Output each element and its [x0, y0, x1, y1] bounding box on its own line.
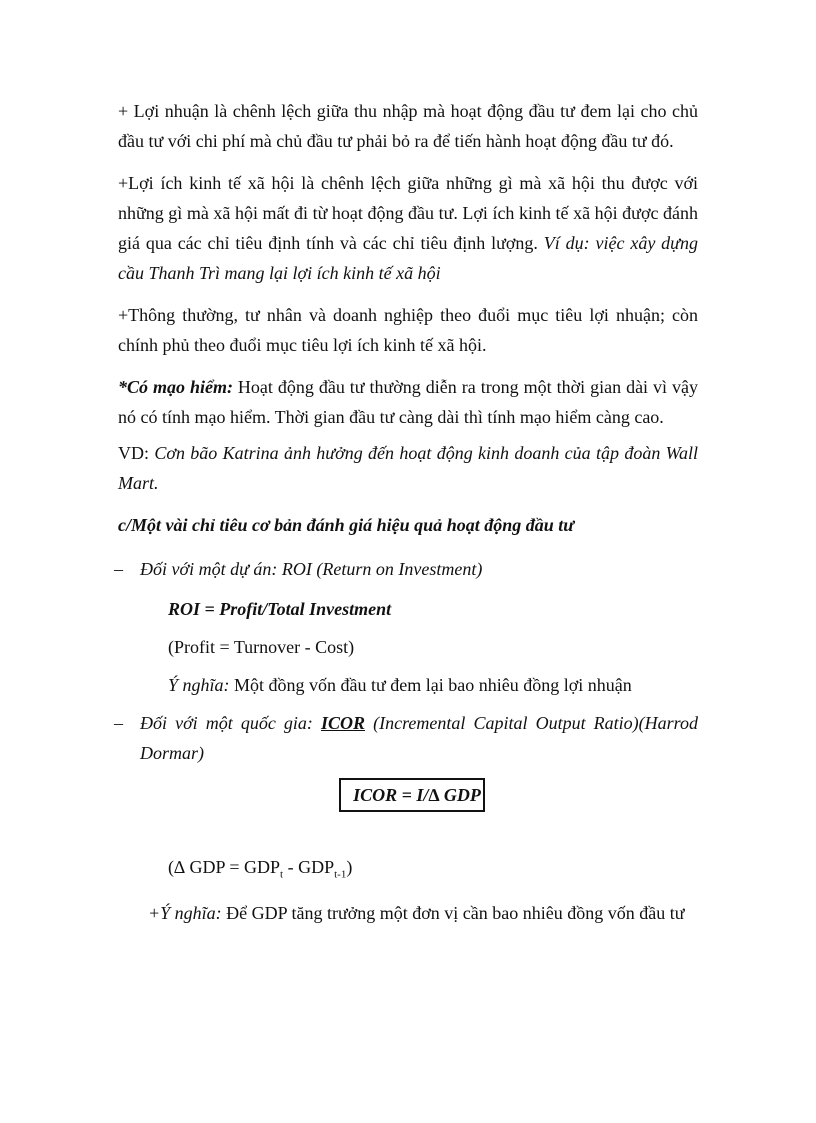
benefit-example: Ví dụ: việc xây dựng cầu Thanh Trì mang lại lợi ích kinh tế xã hội	[118, 233, 698, 283]
list-item-project	[114, 554, 698, 584]
country-prefix: Đối với một quốc gia:	[140, 713, 321, 733]
paragraph-profit: + Lợi nhuận là chênh lệch giữa thu nhập mà hoạt động đầu tư đem lại cho chủ đầu tư với chi phí mà chủ đầu tư phải bỏ ra để tiến hành hoạt động đầu tư đó.	[118, 101, 698, 151]
gdp-subscript-t1: t-1	[334, 868, 347, 881]
icor-meaning-text: Để GDP tăng trưởng một đơn vị cần bao nhiêu đồng vốn đầu tư	[221, 902, 685, 923]
example-label: VD:	[118, 443, 155, 463]
roi-formula: ROI = Profit/Total Investment	[168, 599, 392, 619]
icor-term: ICOR	[321, 713, 366, 733]
paragraph-risk	[118, 372, 698, 432]
list-item-country	[114, 708, 698, 768]
roi-meaning	[118, 670, 698, 700]
icor-formula-box: ICOR = I/∆ GDP	[339, 778, 485, 812]
icor-meaning	[118, 898, 698, 928]
risk-label: *Có mạo hiểm:	[118, 377, 233, 397]
paragraph-socio-economic-benefit	[118, 168, 698, 288]
roi-meaning-text: Một đồng vốn đầu tư đem lại bao nhiêu đồng lợi nhuận	[229, 675, 632, 695]
example-text: Cơn bão Katrina ảnh hưởng đến hoạt động kinh doanh của tập đoàn Wall Mart.	[118, 443, 699, 493]
country-item-text	[140, 708, 698, 768]
risk-text: Hoạt động đầu tư thường diễn ra trong một thời gian dài vì vậy nó có tính mạo hiểm. Thời gian đầu tư càng dài thì tính mạo hiểm càng cao.	[118, 377, 698, 427]
document-page	[114, 96, 699, 928]
project-item-text: Đối với một dự án: ROI (Return on Investment)	[140, 559, 483, 579]
dash-bullet: –	[114, 713, 123, 733]
icor-meaning-label: +Ý nghĩa:	[148, 902, 222, 923]
benefit-text: +Lợi ích kinh tế xã hội là chênh lệch giữa những gì mà xã hội thu được với những gì mà xã hội mất đi từ hoạt động đầu tư. Lợi ích kinh tế xã hội được đánh giá qua các chỉ tiêu định tính và các chỉ tiêu định lượng.	[118, 173, 698, 253]
icor-formula-container	[118, 778, 698, 812]
dash-bullet: –	[114, 559, 123, 579]
gdp-def-prefix: (∆ GDP = GDP	[168, 857, 281, 877]
paragraph-objectives: +Thông thường, tư nhân và doanh nghiệp theo đuổi mục tiêu lợi nhuận; còn chính phủ theo đuổi mục tiêu lợi ích kinh tế xã hội.	[118, 305, 698, 355]
gdp-def-mid: - GDP	[283, 857, 335, 877]
roi-meaning-label: Ý nghĩa:	[168, 675, 230, 695]
profit-definition: (Profit = Turnover - Cost)	[168, 637, 355, 657]
gdp-definition	[118, 852, 698, 890]
gdp-def-suffix: )	[346, 857, 353, 877]
gdp-subscript-t: t	[280, 868, 284, 881]
paragraph-example	[118, 438, 698, 498]
country-suffix: (Incremental Capital Output Ratio)(Harrod Dormar)	[140, 713, 698, 763]
section-heading: c/Một vài chỉ tiêu cơ bản đánh giá hiệu quả hoạt động đầu tư	[118, 515, 575, 535]
